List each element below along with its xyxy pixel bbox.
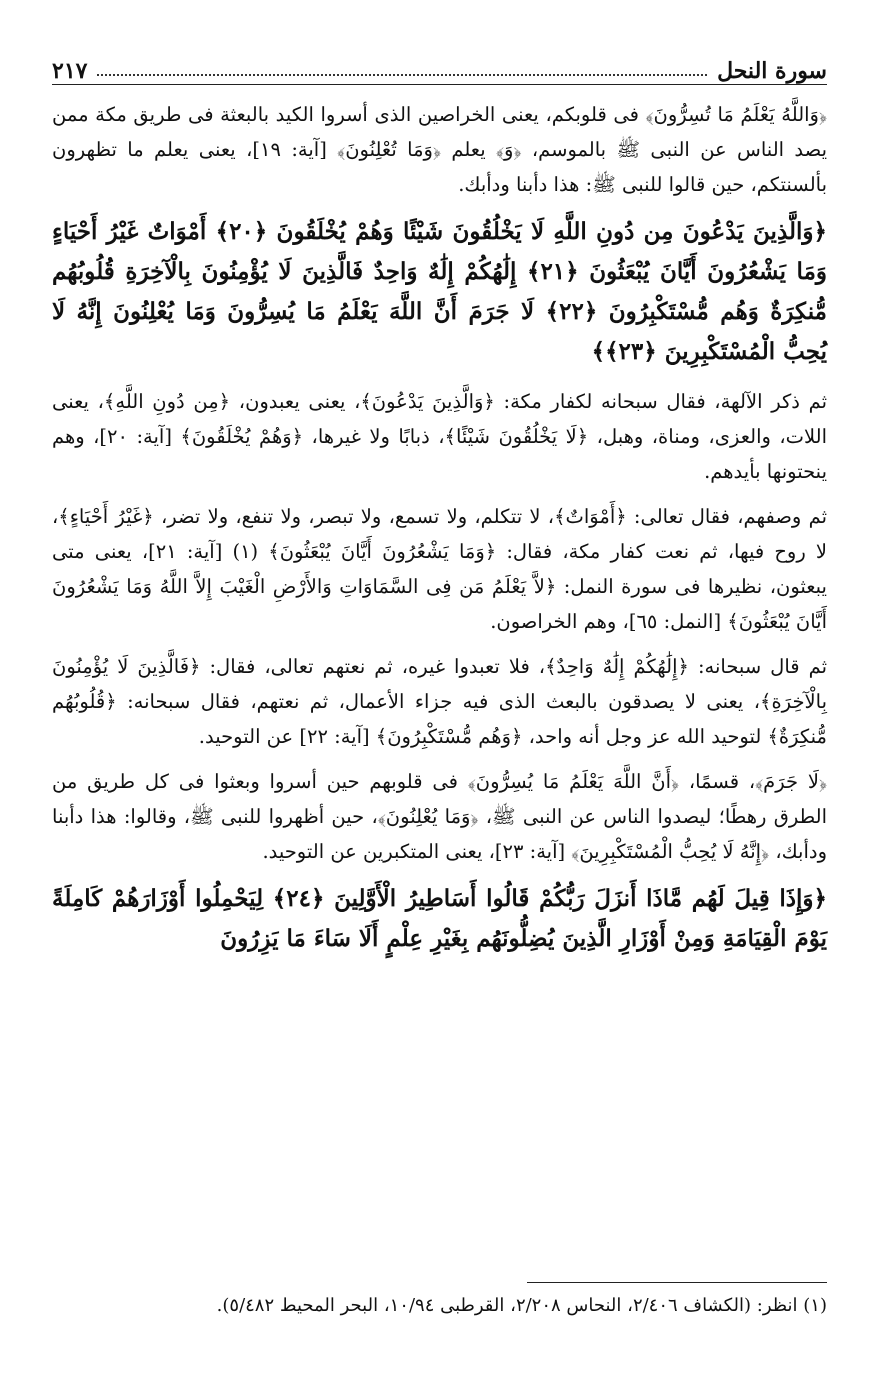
commentary-paragraph-3: ثم وصفهم، فقال تعالى: ﴿أَمْوَاتٌ﴾، لا تتكلم، ولا تسمع، ولا تبصر، ولا تنفع، ولا تضر، ﴿غَيْرُ أَحْيَاءٍ﴾، لا روح فيها، ثم نعت كفار مكة، فقال: ﴿وَمَا يَشْعُرُونَ أَيَّانَ يُبْعَثُونَ﴾ (١) [آية: ٢١]، يعنى متى يبعثون، نظيرها فى سورة النمل: ﴿لاَّ يَعْلَمُ مَن فِى السَّمَاوَاتِ وَالأَرْضِ الْغَيْبَ إِلاَّ اللَّهُ وَمَا يَشْعُرُونَ أَيَّانَ يُبْعَثُونَ﴾ [النمل: ٦٥]، وهم الخراصون.	[52, 505, 827, 633]
surah-title: سورة النحل	[717, 58, 827, 84]
quran-verses-20-23: ﴿وَالَّذِينَ يَدْعُونَ مِن دُونِ اللَّهِ لَا يَخْلُقُونَ شَيْئًا وَهُمْ يُخْلَقُونَ ﴿٢٠﴾ أَمْوَاتٌ غَيْرُ أَحْيَاءٍ وَمَا يَشْعُرُونَ أَيَّانَ يُبْعَثُونَ ﴿٢١﴾ إِلَٰهُكُمْ إِلَٰهٌ وَاحِدٌ فَالَّذِينَ لَا يُؤْمِنُونَ بِالْآخِرَةِ قُلُوبُهُم مُّنكِرَةٌ وَهُم مُّسْتَكْبِرُونَ ﴿٢٢﴾ لَا جَرَمَ أَنَّ اللَّهَ يَعْلَمُ مَا يُسِرُّونَ وَمَا يُعْلِنُونَ إِنَّهُ لَا يُحِبُّ الْمُسْتَكْبِرِينَ ﴿٢٣﴾﴾	[52, 218, 827, 365]
commentary-paragraph-4: ثم قال سبحانه: ﴿إِلَٰهُكُمْ إِلَٰهٌ وَاحِدٌ﴾، فلا تعبدوا غيره، ثم نعتهم تعالى، فقال: ﴿فَالَّذِينَ لَا يُؤْمِنُونَ بِالْآخِرَةِ﴾، يعنى لا يصدقون بالبعث الذى فيه جزاء الأعمال، ثم نعتهم، فقال سبحانه: ﴿قُلُوبُهُم مُّنكِرَةٌ﴾ لتوحيد الله عز وجل أنه واحد، ﴿وَهُم مُّسْتَكْبِرُونَ﴾ [آية: ٢٢] عن التوحيد.	[52, 655, 827, 748]
page-number: ٢١٧	[52, 58, 88, 84]
running-header	[52, 44, 827, 85]
commentary-paragraph-5: ﴿لَا جَرَمَ﴾، قسمًا، ﴿أَنَّ اللَّهَ يَعْلَمُ مَا يُسِرُّونَ﴾ فى قلوبهم حين أسروا وبعثوا فى كل طريق من الطرق رهطًا؛ ليصدوا الناس عن النبى ﷺ، ﴿وَمَا يُعْلِنُونَ﴾، حين أظهروا للنبى ﷺ، وقالوا: هذا دأبنا ودأبك، ﴿إِنَّهُ لَا يُحِبُّ الْمُسْتَكْبِرِينَ﴾ [آية: ٢٣]، يعنى المتكبرين عن التوحيد.	[52, 770, 827, 863]
quran-verses-24-25: ﴿وَإِذَا قِيلَ لَهُم مَّاذَا أَنزَلَ رَبُّكُمْ قَالُوا أَسَاطِيرُ الْأَوَّلِينَ ﴿٢٤﴾ لِيَحْمِلُوا أَوْزَارَهُمْ كَامِلَةً يَوْمَ الْقِيَامَةِ وَمِنْ أَوْزَارِ الَّذِينَ يُضِلُّونَهُم بِغَيْرِ عِلْمٍ أَلَا سَاءَ مَا يَزِرُونَ	[52, 885, 827, 952]
dotted-leader	[97, 74, 707, 76]
footnote: (١) انظر: (الكشاف ٢/٤٠٦، النحاس ٢/٢٠٨، القرطبى ١٠/٩٤، البحر المحيط ٥/٤٨٢).	[216, 1295, 827, 1316]
commentary-paragraph-1: ﴿وَاللَّهُ يَعْلَمُ مَا تُسِرُّونَ﴾ فى قلوبكم، يعنى الخراصين الذى أسروا الكيد بالبعثة فى طريق مكة ممن يصد الناس عن النبى ﷺ بالموسم، ﴿وَ﴾ يعلم ﴿وَمَا تُعْلِنُونَ﴾ [آية: ١٩]، يعنى يعلم ما تظهرون بألسنتكم، حين قالوا للنبى ﷺ: هذا دأبنا ودأبك.	[52, 103, 828, 196]
commentary-paragraph-2: ثم ذكر الآلهة، فقال سبحانه لكفار مكة: ﴿وَالَّذِينَ يَدْعُونَ﴾، يعنى يعبدون، ﴿مِن دُونِ اللَّهِ﴾، يعنى اللات، والعزى، ومناة، وهبل، ﴿لَا يَخْلُقُونَ شَيْئًا﴾، ذبابًا ولا غيرها، ﴿وَهُمْ يُخْلَقُونَ﴾ [آية: ٢٠]، وهم ينحتونها بأيدهم.	[52, 390, 828, 483]
footnote-divider	[527, 1282, 827, 1283]
